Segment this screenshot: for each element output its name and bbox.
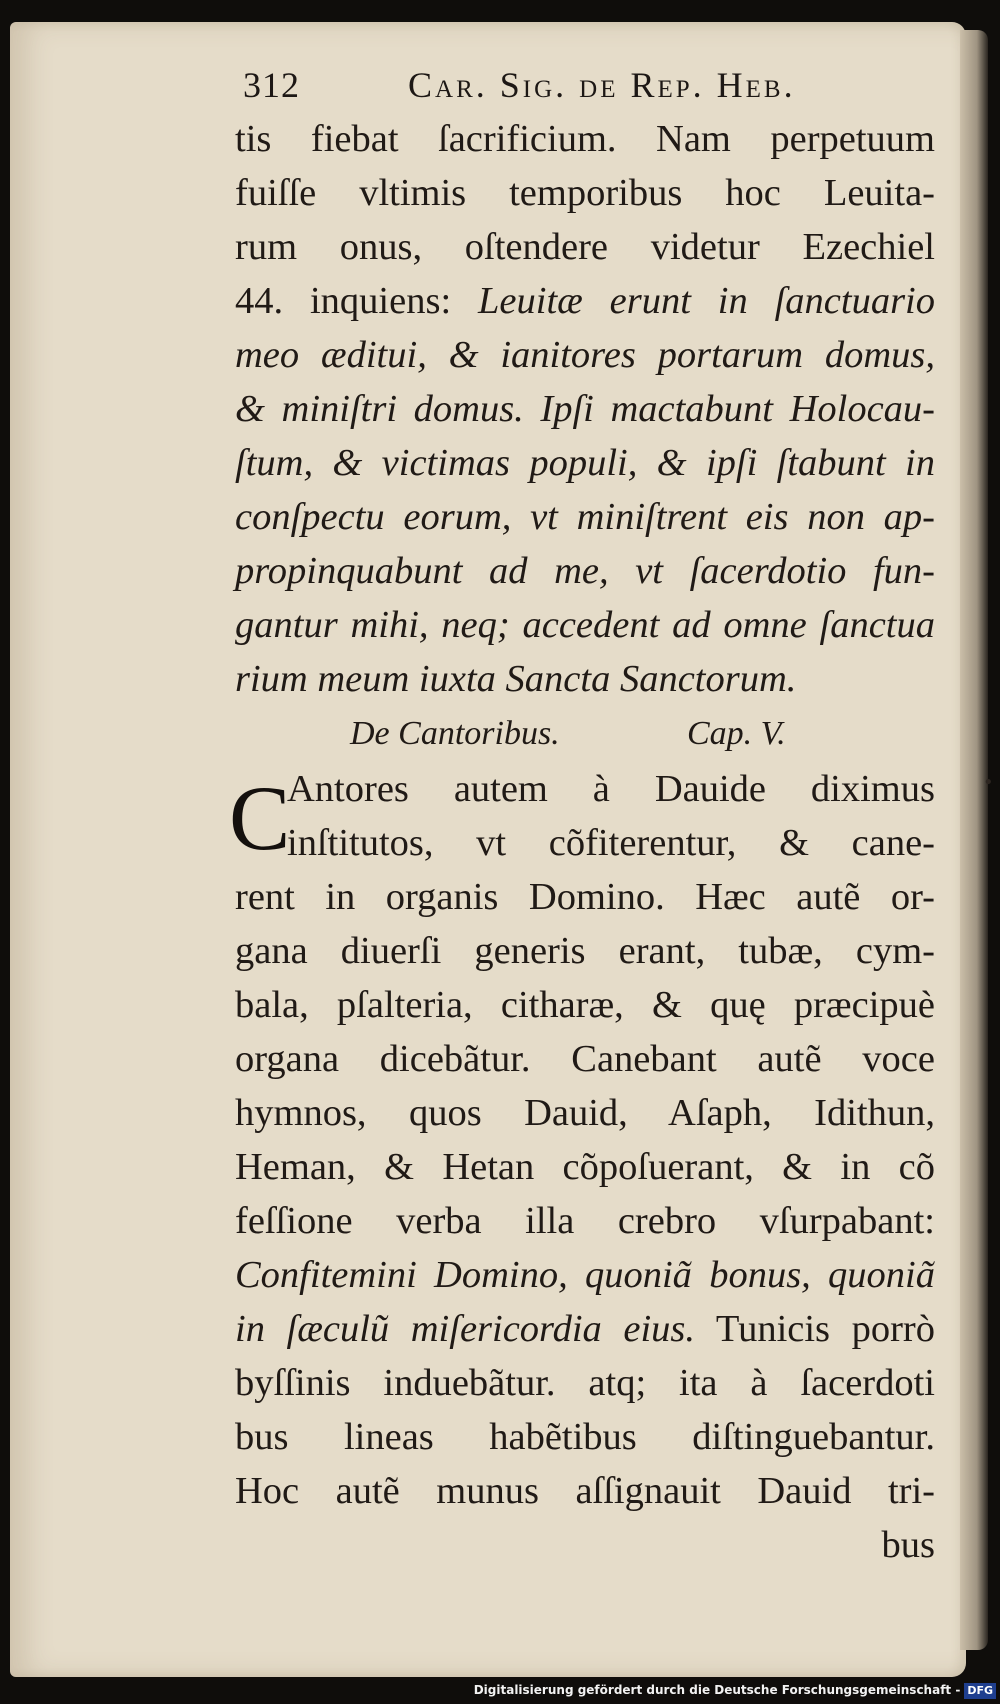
chapter-paragraph (229, 762, 935, 1572)
text-line: bala, pſalteria, citharæ, & quę præcipuè (235, 984, 935, 1026)
running-title: Car. Sig. de Rep. Heb. (408, 65, 796, 105)
chapter-title: De Cantoribus. (350, 715, 560, 752)
quote-line: conſpectu eorum, vt miniſtrent eis non ap- (235, 496, 935, 538)
text-line: fuiſſe vltimis temporibus hoc Leuita- (235, 172, 935, 214)
page-number: 312 (243, 65, 300, 105)
quote-text: Leuitæ erunt in ſanctuario (478, 280, 935, 322)
dfg-logo: DFG (964, 1683, 996, 1699)
quote-line: gantur mihi, neq; accedent ad omne ſanctua (235, 604, 935, 646)
roman-text: 44. inquiens: (235, 280, 478, 322)
roman-text: Tunicis porrò (695, 1308, 935, 1350)
page-edge (960, 30, 988, 1650)
text-block (229, 112, 935, 1572)
text-line: Heman, & Hetan cõpoſuerant, & in cõ (235, 1146, 935, 1188)
text-line: tis fiebat ſacrificium. Nam perpetuum (235, 118, 935, 160)
text-line: rent in organis Domino. Hæc autẽ or- (235, 876, 935, 918)
text-line: rum onus, oſtendere videtur Ezechiel (235, 226, 935, 268)
catchword: bus (881, 1524, 935, 1566)
quote-line: ſtum, & victimas populi, & ipſi ſtabunt in (235, 442, 935, 484)
quote-line: Confitemini Domino, quoniã bonus, quoniã (235, 1254, 935, 1296)
text-line (235, 1302, 935, 1356)
page-header (243, 62, 863, 110)
chapter-number: Cap. V. (687, 715, 786, 752)
text-line: Antores autem à Dauide diximus (287, 768, 935, 810)
text-line: inſtitutos, vt cõfiterentur, & cane- (287, 822, 935, 864)
quote-line: rium meum iuxta Sancta Sanctorum. (235, 658, 797, 700)
text-line (235, 274, 935, 328)
text-line: Hoc autẽ munus aſſignauit Dauid tri- (235, 1470, 935, 1512)
text-line: feſſione verba illa crebro vſurpabant: (235, 1200, 935, 1242)
quote-text: in ſæculũ miſericordia eius. (235, 1308, 696, 1350)
quote-line: & miniſtri domus. Ipſi mactabunt Holocau- (235, 388, 935, 430)
text-line: bus lineas habẽtibus diſtinguebantur. (235, 1416, 935, 1458)
chapter-heading (235, 706, 935, 762)
text-line: gana diuerſi generis erant, tubæ, cym- (235, 930, 935, 972)
quote-line: propinquabunt ad me, vt ſacerdotio fun- (235, 550, 935, 592)
ink-dot: • (983, 772, 994, 793)
text-line: byſſinis induebãtur. atq; ita à ſacerdoti (235, 1362, 935, 1404)
quote-line: meo æditui, & ianitores portarum domus, (235, 334, 935, 376)
digitization-footer (474, 1682, 996, 1698)
drop-capital: C (229, 767, 291, 869)
footer-text: Digitalisierung gefördert durch die Deutsche Forschungsgemeinschaft - (473, 1683, 961, 1697)
text-line: organa dicebãtur. Canebant autẽ voce (235, 1038, 935, 1080)
top-paragraph (235, 112, 935, 706)
text-line: hymnos, quos Dauid, Aſaph, Idithun, (235, 1092, 935, 1134)
